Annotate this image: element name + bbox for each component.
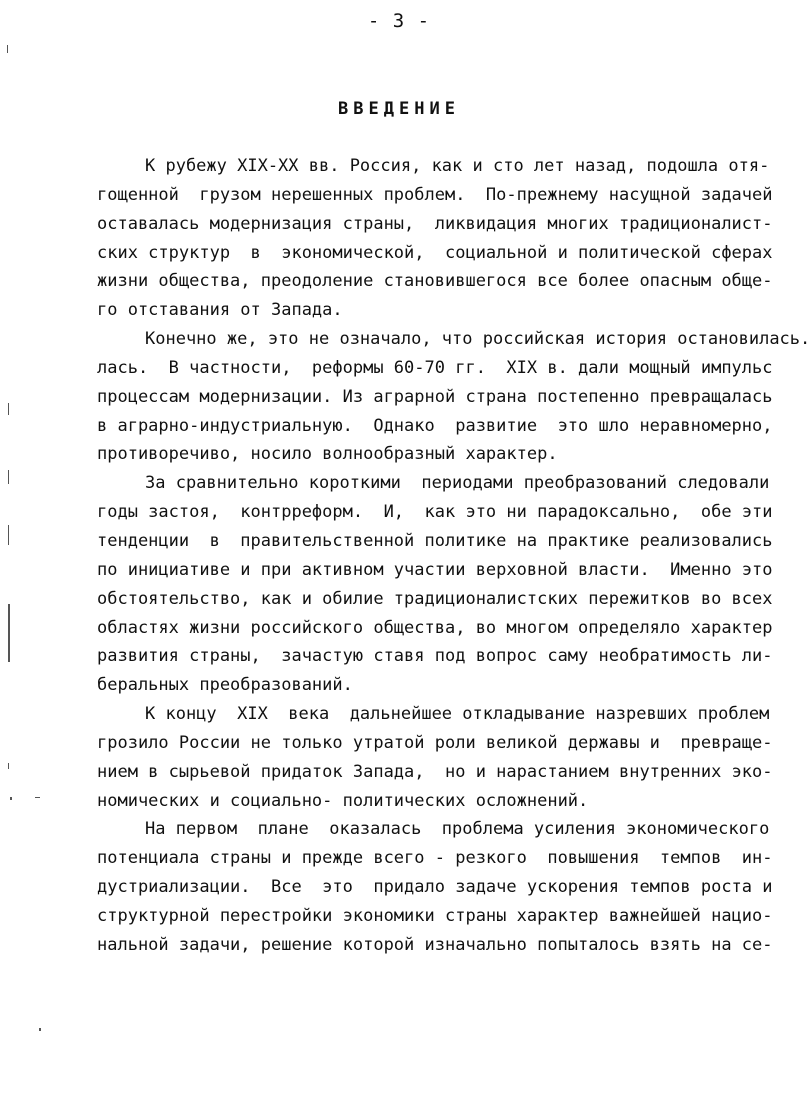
- scan-mark: [7, 45, 8, 53]
- scan-mark: [35, 797, 40, 798]
- text-line: структурной перестройки экономики страны характер важнейшей нацио-: [97, 905, 773, 926]
- text-line: противоречиво, носило волнообразный характер.: [97, 444, 558, 465]
- text-line: нием в сырьевой придаток Запада, но и нарастанием внутренних эко-: [97, 761, 773, 782]
- scan-mark: [10, 797, 12, 800]
- text-line: развития страны, зачастую ставя под вопрос саму необратимость ли-: [97, 646, 773, 667]
- scan-mark: [8, 763, 9, 769]
- scan-mark: [8, 604, 10, 662]
- text-line: гощенной грузом нерешенных проблем. По-прежнему насущной задачей: [97, 184, 773, 205]
- page-number: - 3 -: [367, 10, 431, 32]
- text-line: За сравнительно короткими периодами преобразований следовали: [145, 473, 770, 494]
- text-line: жизни общества, преодоление становившегося все более опасным обще-: [97, 271, 773, 292]
- section-heading: ВВЕДЕНИЕ: [338, 99, 460, 119]
- text-line: го отставания от Запада.: [97, 300, 343, 321]
- text-line: ских структур в экономической, социальной и политической сферах: [97, 242, 773, 263]
- text-line: оставалась модернизация страны, ликвидация многих традиционалист-: [97, 213, 773, 234]
- scan-mark: [8, 403, 9, 415]
- text-line: На первом плане оказалась проблема усиления экономического: [145, 819, 770, 840]
- text-line: Конечно же, это не означало, что российская история остановилась.: [145, 329, 810, 350]
- text-line: К рубежу XIX-XX вв. Россия, как и сто лет назад, подошла отя-: [145, 156, 770, 176]
- text-line: тенденции в правительственной политике на практике реализовались: [97, 530, 773, 551]
- text-line: номических и социально- политических осложнений.: [97, 790, 589, 811]
- scan-mark: [39, 1028, 41, 1031]
- text-line: обстоятельство, как и обилие традиционалистских пережитков во всех: [97, 588, 773, 609]
- text-line: областях жизни российского общества, во многом определяло характер: [97, 617, 773, 638]
- text-line: годы застоя, контрреформ. И, как это ни парадоксально, обе эти: [97, 502, 773, 523]
- scan-mark: [8, 470, 9, 484]
- body-text: [97, 152, 810, 960]
- text-line: дустриализации. Все это придало задаче ускорения темпов роста и: [97, 877, 773, 898]
- text-line: потенциала страны и прежде всего - резкого повышения темпов ин-: [97, 848, 773, 869]
- text-line: нальной задачи, решение которой изначально попыталось взять на се-: [97, 934, 773, 955]
- text-line: процессам модернизации. Из аграрной страна постепенно превращалась: [97, 386, 773, 407]
- text-line: лась. В частности, реформы 60-70 гг. XIX в. дали мощный импульс: [97, 357, 773, 378]
- text-line: беральных преобразований.: [97, 675, 353, 696]
- text-line: К концу XIX века дальнейшее откладывание назревших проблем: [145, 704, 770, 725]
- scan-mark: [8, 525, 9, 545]
- text-line: в аграрно-индустриальную. Однако развитие это шло неравномерно,: [97, 415, 773, 436]
- text-line: по инициативе и при активном участии верховной власти. Именно это: [97, 559, 773, 580]
- text-line: грозило России не только утратой роли великой державы и превраще-: [97, 732, 773, 753]
